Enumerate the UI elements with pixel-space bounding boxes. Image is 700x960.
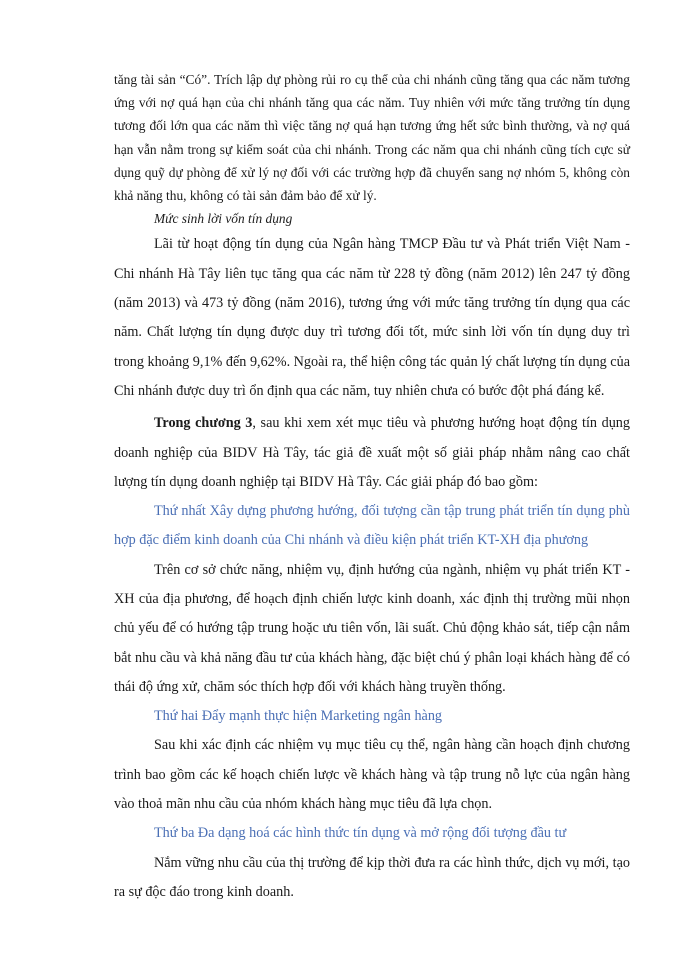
solution-2-heading: Thứ hai Đẩy mạnh thực hiện Marketing ngân hàng bbox=[154, 708, 443, 725]
solution-3-heading: Thứ ba Đa dạng hoá các hình thức tín dụng và mở rộng đối tượng đầu tư bbox=[154, 825, 567, 842]
document-page bbox=[114, 68, 630, 907]
solution-1-body: Trên cơ sở chức năng, nhiệm vụ, định hướng của ngành, nhiệm vụ phát triển KT - XH của địa phương, để hoạch định chiến lược kinh doanh, xác định thị trường mũi nhọn chủ yếu để có hướng tập trung hoặc ưu tiên vốn, lãi suất. Chủ động khảo sát, tiếp cận nắm bắt nhu cầu và khả năng đầu tư của khách hàng, đặc biệt chú ý phân loại khách hàng để có thái độ ứng xử, chăm sóc thích hợp đối với khách hàng truyền thống. bbox=[114, 561, 630, 695]
heading-credit-profitability: Mức sinh lời vốn tín dụng bbox=[154, 211, 293, 227]
solution-3-body: Nắm vững nhu cầu của thị trường để kịp thời đưa ra các hình thức, dịch vụ mới, tạo ra sự độc đáo trong kinh doanh. bbox=[114, 854, 630, 900]
solution-1-heading: Thứ nhất Xây dựng phương hướng, đối tượng cần tập trung phát triển tín dụng phù hợp đặc điểm kinh doanh của Chi nhánh và điều kiện phát triển KT-XH địa phương bbox=[114, 503, 630, 549]
solution-2-body: Sau khi xác định các nhiệm vụ mục tiêu cụ thể, ngân hàng cần hoạch định chương trình bao gồm các kế hoạch chiến lược về khách hàng và tập trung nỗ lực của ngân hàng vào thoả mãn nhu cầu của nhóm khách hàng mục tiêu đã lựa chọn. bbox=[114, 737, 630, 813]
paragraph-provision: tăng tài sản “Có”. Trích lập dự phòng rủi ro cụ thể của chi nhánh cũng tăng qua các năm tương ứng với nợ quá hạn của chi nhánh tăng qua các năm. Tuy nhiên với mức tăng trưởng tín dụng tương đối lớn qua các năm thì việc tăng nợ quá hạn tương ứng hết sức bình thường, và nợ quá hạn vẫn nằm trong sự kiểm soát của chi nhánh. Trong các năm qua chi nhánh cũng tích cực sử dụng quỹ dự phòng để xử lý nợ đối với các trường hợp đã chuyển sang nợ nhóm 5, không còn khả năng thu, không có tài sản đảm bảo để xử lý. bbox=[114, 72, 630, 204]
paragraph-chapter3-summary bbox=[114, 409, 630, 497]
paragraph-credit-profitability: Lãi từ hoạt động tín dụng của Ngân hàng TMCP Đầu tư và Phát triển Việt Nam - Chi nhánh Hà Tây liên tục tăng qua các năm từ 228 tỷ đồng (năm 2012) lên 247 tỷ đồng (năm 2013) và 473 tỷ đồng (năm 2016), tương ứng với mức tăng trưởng tín dụng qua các năm. Chất lượng tín dụng được duy trì tương đối tốt, mức sinh lời vốn tín dụng duy trì trong khoảng 9,1% đến 9,62%. Ngoài ra, thể hiện công tác quản lý chất lượng tín dụng của Chi nhánh được duy trì ổn định qua các năm, tuy nhiên chưa có bước đột phá đáng kể. bbox=[114, 236, 630, 399]
chapter3-bold-label: Trong chương 3 bbox=[154, 415, 253, 432]
chapter3-text: , sau khi xem xét mục tiêu và phương hướng hoạt động tín dụng doanh nghiệp của BIDV Hà Tây, tác giả đề xuất một số giải pháp nhằm nâng cao chất lượng tín dụng doanh nghiệp tại BIDV Hà Tây. Các giải pháp đó bao gồm: bbox=[114, 415, 630, 490]
